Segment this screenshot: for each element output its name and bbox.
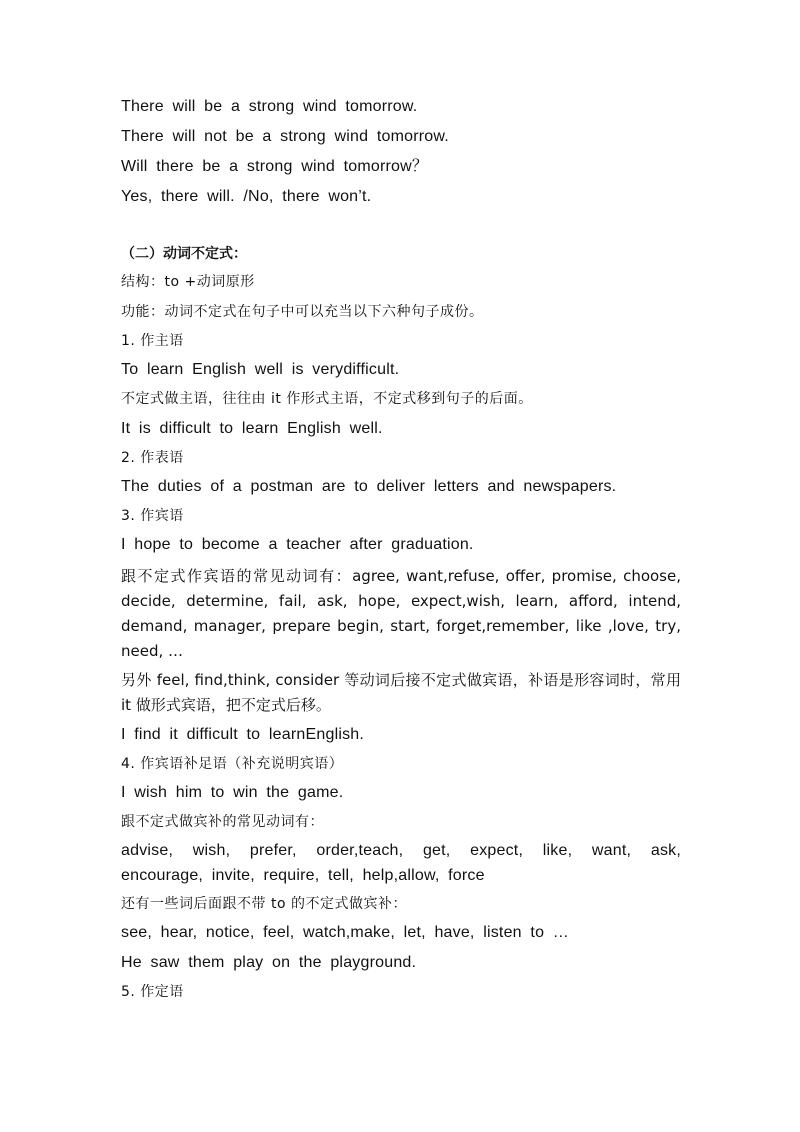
item-label: 1. 作主语 xyxy=(121,333,184,349)
example-sentence: I find it difficult to learnEnglish. xyxy=(121,726,365,743)
item-label: 2. 作表语 xyxy=(121,450,184,466)
example-sentence: He saw them play on the playground. xyxy=(121,954,417,971)
example-sentence: There will not be a strong wind tomorrow. xyxy=(121,128,449,145)
verbs-list: advise, wish, prefer, order,teach, get, expect, like, want, ask, encourage, invite, require, tell, help,allow, force xyxy=(121,842,681,884)
note-text: 不定式做主语，往往由 it 作形式主语，不定式移到句子的后面。 xyxy=(121,391,533,407)
item-label: 3. 作宾语 xyxy=(121,508,184,524)
function-line: 功能：动词不定式在句子中可以充当以下六种句子成份。 xyxy=(121,304,484,320)
example-sentence: Will there be a strong wind tomorrow？ xyxy=(121,158,429,175)
document-page xyxy=(121,96,681,1002)
bare-infinitive-label: 还有一些词后面跟不带 to 的不定式做宾补： xyxy=(121,896,407,912)
example-sentence: I hope to become a teacher after graduation. xyxy=(121,536,474,553)
example-sentence: To learn English well is verydifficult. xyxy=(121,361,400,378)
item-label: 4. 作宾语补足语（补充说明宾语） xyxy=(121,756,344,772)
example-sentence: It is difficult to learn English well. xyxy=(121,420,383,437)
example-sentence: There will be a strong wind tomorrow. xyxy=(121,98,418,115)
example-sentence: The duties of a postman are to deliver letters and newspapers. xyxy=(121,478,617,495)
example-sentence: I wish him to win the game. xyxy=(121,784,344,801)
verbs-label: 跟不定式做宾补的常见动词有： xyxy=(121,814,324,830)
section-heading: （二）动词不定式： xyxy=(121,246,247,262)
item-label: 5. 作定语 xyxy=(121,984,184,1000)
other-note: 另外 feel, find,think, consider 等动词后接不定式做宾语，补语是形容词时，常用 it 做形式宾语，把不定式后移。 xyxy=(121,671,681,714)
example-sentence: Yes, there will. /No, there won’t. xyxy=(121,188,372,205)
structure-line: 结构：to +动词原形 xyxy=(121,274,255,290)
verbs-note: 跟不定式作宾语的常见动词有：agree, want,refuse, offer, promise, choose, decide, determine, fail, ask, hope, expect,wish, learn, afford, intend, demand, manager, prepare begin, start, forget,remember, like ,love, try, need, … xyxy=(121,567,681,660)
verbs-list: see, hear, notice, feel, watch,make, let, have, listen to … xyxy=(121,924,570,941)
